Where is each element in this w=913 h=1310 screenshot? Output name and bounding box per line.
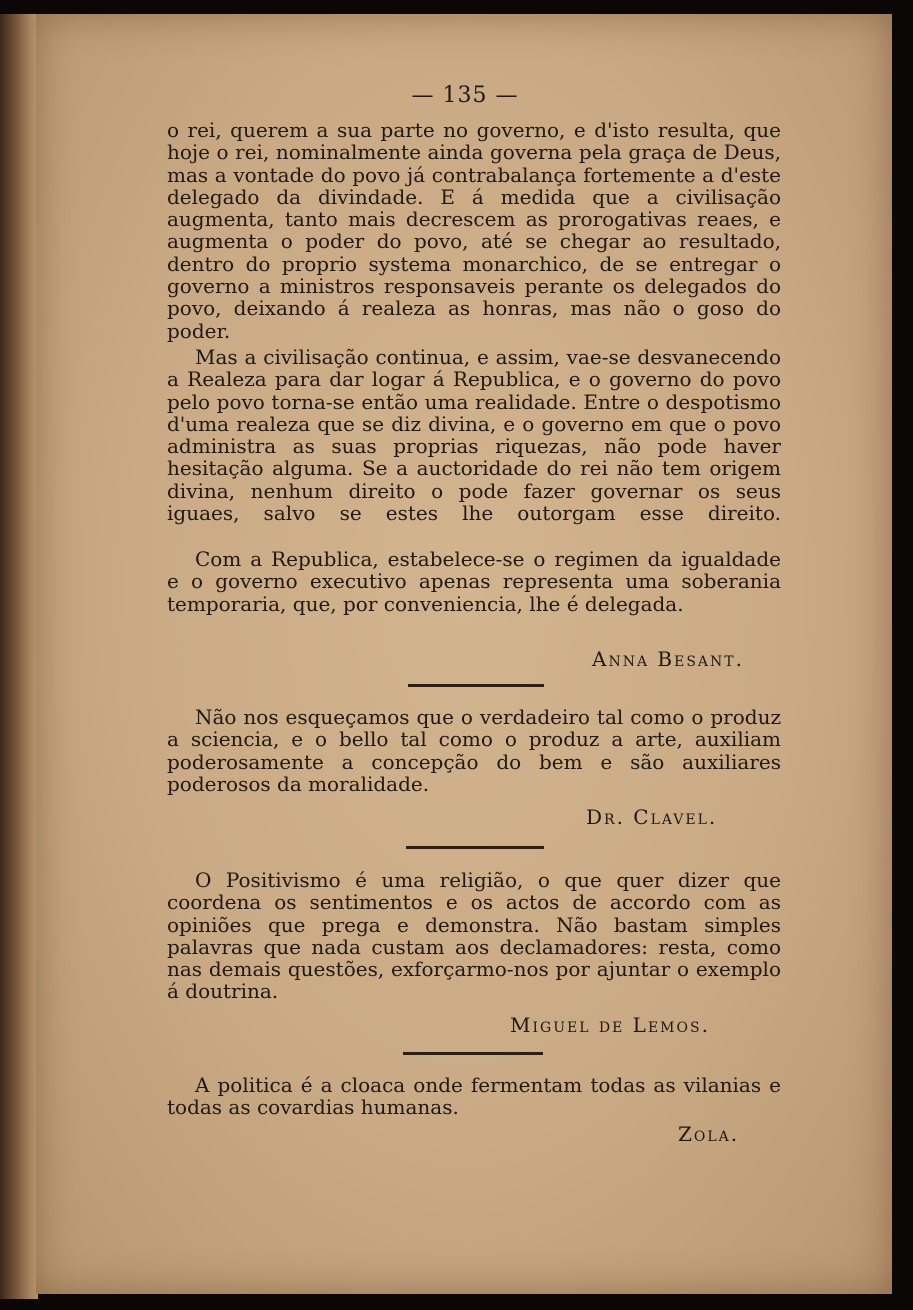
besant-paragraph-3: Com a Republica, estabelece-se o regimen da igualdade e o governo executivo apenas representa uma soberania temporaria, que, por conveniencia, lhe é delegada. xyxy=(167,547,781,616)
besant-paragraph-1: o rei, querem a sua parte no governo, e d'isto resulta, que hoje o rei, nominalmente ainda governa pela graça de Deus, mas a vontade do povo já contrabalança fortemente a d'este delegado da divindade. E á medida que a civilisação augmenta, tanto mais decrescem as prorogativas reaes, e augmenta o poder do povo, até se chegar ao resultado, dentro do proprio systema monarchico, de se entregar o governo a ministros responsaveis perante os delegados do povo, deixando á realeza as honras, mas não o goso do poder. xyxy=(167,118,781,343)
author-zola: Zola. xyxy=(678,1122,740,1146)
section-divider-3 xyxy=(403,1052,543,1055)
author-dr-clavel: Dr. Clavel. xyxy=(586,805,718,829)
page-number: — 135 — xyxy=(411,83,519,108)
section-divider-2 xyxy=(406,846,544,849)
besant-paragraph-2: Mas a civilisação continua, e assim, vae-se desvanecendo a Realeza para dar logar á Republica, e o governo do povo pelo povo torna-se então uma realidade. Entre o despotismo d'uma realeza que se diz divina, e o governo em que o povo administra as suas proprias riquezas, não pode haver hesitação alguma. Se a auctoridade do rei não tem origem divina, nenhum direito o pode fazer governar os seus iguaes, salvo se estes lhe outorgam esse direito. xyxy=(167,345,781,526)
author-miguel-de-lemos: Miguel de Lemos. xyxy=(510,1013,710,1037)
clavel-paragraph: Não nos esqueçamos que o verdadeiro tal como o produz a sciencia, e o bello tal como o produz a arte, auxiliam poderosamente a concepção do bem e são auxiliares poderosos da moralidade. xyxy=(167,705,781,796)
zola-paragraph: A politica é a cloaca onde fermentam todas as vilanias e todas as covardias humanas. xyxy=(167,1073,781,1120)
book-spine xyxy=(0,14,38,1299)
section-divider-1 xyxy=(408,684,544,687)
author-anna-besant: Anna Besant. xyxy=(592,647,744,671)
lemos-paragraph: O Positivismo é uma religião, o que quer dizer que coordena os sentimentos e os actos de accordo com as opiniões que prega e demonstra. Não bastam simples palavras que nada custam aos declamadores: resta, como nas demais questões, exforçarmo-nos por ajuntar o exemplo á doutrina. xyxy=(167,868,781,1004)
